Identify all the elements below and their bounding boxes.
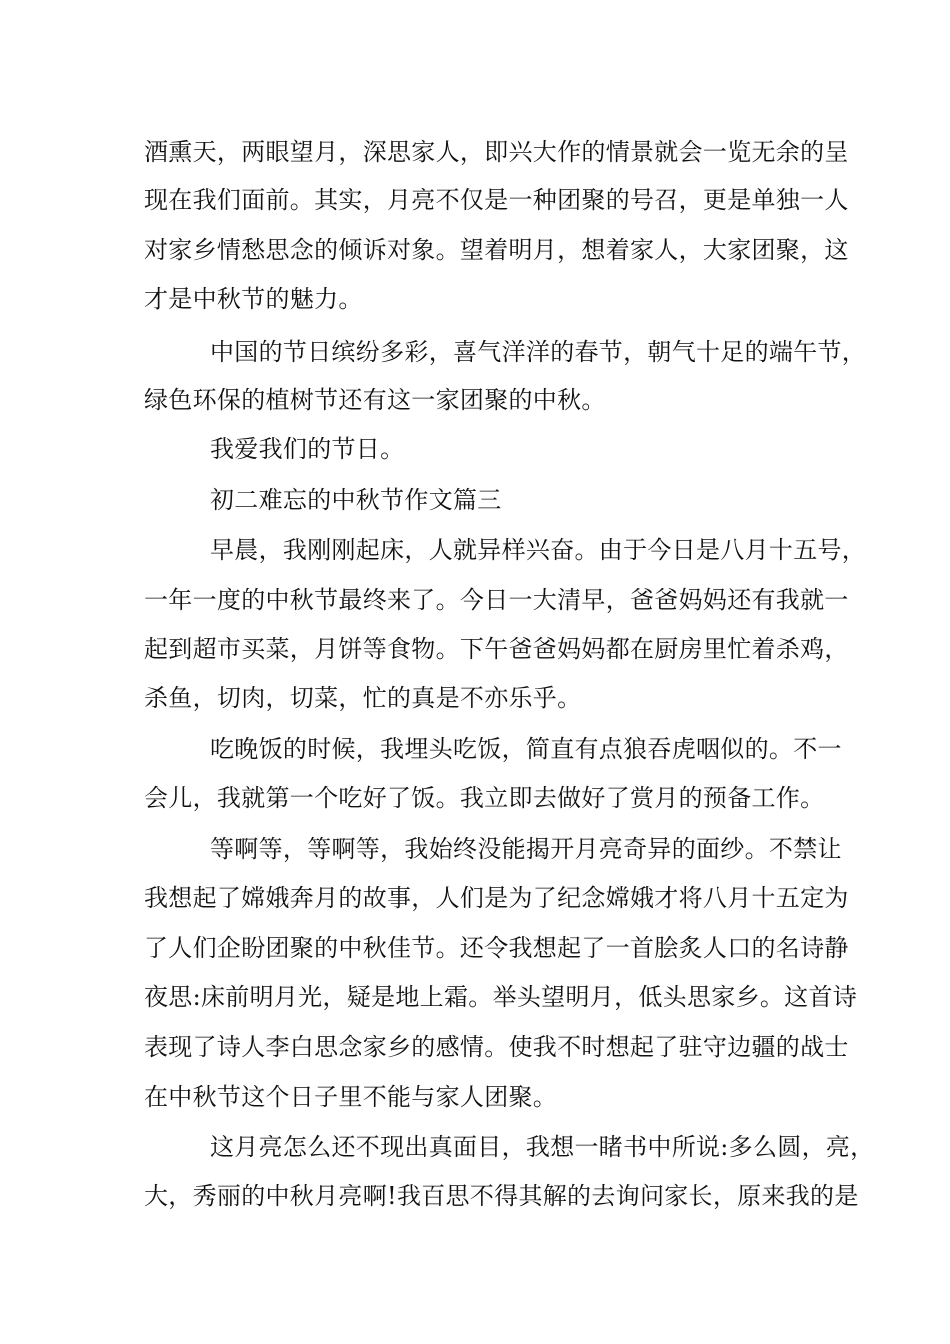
- paragraph-first-line: 早晨，我刚刚起床，人就异样兴奋。由于今日是八月十五号，: [210, 536, 867, 564]
- paragraph-first-line: 等啊等，等啊等，我始终没能揭开月亮奇异的面纱。不禁让: [210, 835, 842, 863]
- text-line: 起到超市买菜，月饼等食物。下午爸爸妈妈都在厨房里忙着杀鸡，: [144, 635, 849, 663]
- text-line: 了人们企盼团聚的中秋佳节。还令我想起了一首脍炙人口的名诗静: [144, 934, 849, 962]
- text-line: 酒熏天，两眼望月，深思家人，即兴大作的情景就会一览无余的呈: [144, 138, 849, 166]
- text-line: 现在我们面前。其实，月亮不仅是一种团聚的号召，更是单独一人: [144, 186, 849, 214]
- text-line: 表现了诗人李白思念家乡的感情。使我不时想起了驻守边疆的战士: [144, 1033, 849, 1061]
- text-line: 一年一度的中秋节最终来了。今日一大清早，爸爸妈妈还有我就一: [144, 586, 849, 614]
- text-line: 杀鱼，切肉，切菜，忙的真是不亦乐乎。: [144, 684, 582, 712]
- text-line: 对家乡情愁思念的倾诉对象。望着明月，想着家人，大家团聚，这: [144, 236, 849, 264]
- paragraph-first-line: 我爱我们的节日。: [210, 435, 405, 463]
- text-line: 才是中秋节的魅力。: [144, 285, 363, 313]
- paragraph-first-line: 中国的节日缤纷多彩，喜气洋洋的春节，朝气十足的端午节，: [210, 338, 867, 366]
- text-line: 绿色环保的植树节还有这一家团聚的中秋。: [144, 386, 606, 414]
- paragraph-first-line: 这月亮怎么还不现出真面目，我想一睹书中所说:多么圆，亮，: [210, 1133, 875, 1161]
- section-heading: 初二难忘的中秋节作文篇三: [210, 486, 502, 514]
- paragraph-first-line: 吃晚饭的时候，我埋头吃饭，简直有点狼吞虎咽似的。不一: [210, 735, 842, 763]
- text-line: 会儿，我就第一个吃好了饭。我立即去做好了赏月的预备工作。: [144, 784, 825, 812]
- text-line: 我想起了嫦娥奔月的故事，人们是为了纪念嫦娥才将八月十五定为: [144, 884, 849, 912]
- text-line: 大，秀丽的中秋月亮啊!我百思不得其解的去询问家长，原来我的是: [144, 1182, 859, 1210]
- text-line: 在中秋节这个日子里不能与家人团聚。: [144, 1083, 558, 1111]
- text-line: 夜思:床前明月光，疑是地上霜。举头望明月，低头思家乡。这首诗: [144, 983, 858, 1011]
